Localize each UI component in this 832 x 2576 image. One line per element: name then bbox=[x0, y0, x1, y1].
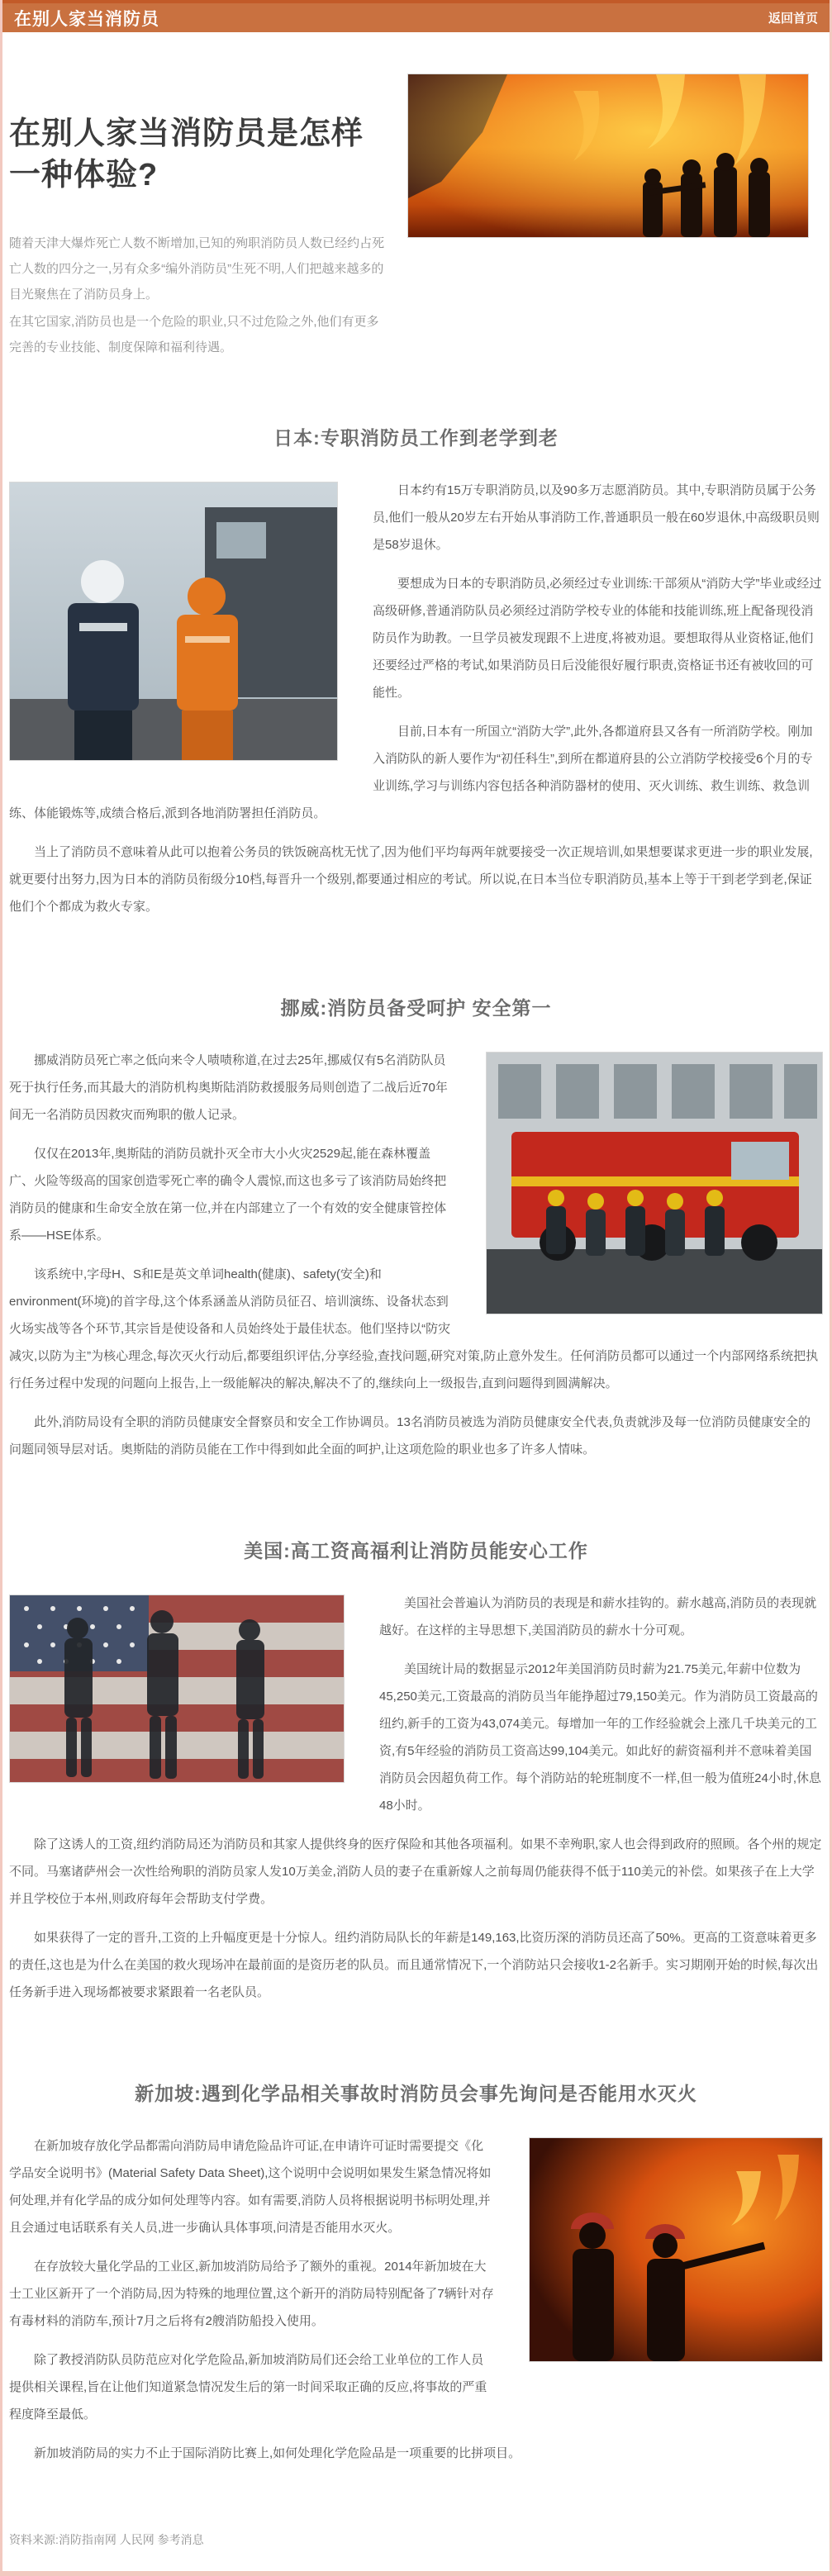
article-body bbox=[2, 423, 830, 2479]
body-paragraph: 此外,消防局设有全职的消防员健康安全督察员和安全工作协调员。13名消防员被选为消防员健康安全代表,负责就涉及每一位消防员健康安全的问题同领导层对话。奥斯陆的消防员能在工作中得到如此全面的呵护,让这项危险的职业也多了许多人情味。 bbox=[9, 1415, 811, 1457]
body-paragraph: 仅仅在2013年,奥斯陆的消防员就扑灭全市大小火灾2529起,能在森林覆盖广、火险等级高的国家创造零死亡率的确令人震惊,而这也多亏了该消防局始终把消防员的健康和生命安全放在第一位,并在内部建立了一个有效的安全健康管控体系——HSE体系。 bbox=[9, 1147, 447, 1243]
body-paragraph: 如果获得了一定的晋升,工资的上升幅度更是十分惊人。纽约消防局队长的年薪是149,163,比资历深的消防员还高了50%。更高的工资意味着更多的责任,这也是为什么在美国的救火现场冲在最前面的是资历老的队员。而且通常情况下,一个消防站只会接收1-2名新手。实习期刚开始的时候,每次出任务新手进入现场都被要求紧跟着一名老队员。 bbox=[9, 1931, 819, 2000]
body-paragraph: 挪威消防员死亡率之低向来令人啧啧称道,在过去25年,挪威仅有5名消防队员死于执行任务,而其最大的消防机构奥斯陆消防救援服务局则创造了二战后近70年间无一名消防员因救灾而殉职的傲人记录。 bbox=[9, 1053, 448, 1123]
hero-text-column bbox=[9, 74, 407, 362]
body-paragraph: 美国社会普遍认为消防员的表现是和薪水挂钩的。薪水越高,消防员的表现就越好。在这样的主导思想下,美国消防员的薪水十分可观。 bbox=[379, 1596, 817, 1638]
section-norway bbox=[9, 993, 823, 1475]
section-heading-usa: 美国:高工资高福利让消防员能安心工作 bbox=[244, 1540, 588, 1562]
intro-block bbox=[9, 231, 391, 360]
body-paragraph: 日本约有15万专职消防员,以及90多万志愿消防员。其中,专职消防员属于公务员,他们一般从20岁左右开始从事消防工作,普通职员一般在60岁退休,中高级职员则是58岁退休。 bbox=[373, 483, 820, 553]
source-note: 资料来源:消防指南网 人民网 参考消息 bbox=[9, 2533, 204, 2547]
page-title: 在别人家当消防员是怎样一种体验? bbox=[9, 116, 364, 193]
section-heading-norway: 挪威:消防员备受呵护 安全第一 bbox=[280, 997, 552, 1019]
norway-firetruck-photo bbox=[486, 1052, 823, 1314]
singapore-firefighters-photo bbox=[529, 2137, 823, 2362]
fire-blaze-photo bbox=[407, 74, 809, 238]
body-paragraph: 当上了消防员不意味着从此可以抱着公务员的铁饭碗高枕无忧了,因为他们平均每两年就要接受一次正规培训,如果想要谋求更进一步的职业发展,就更要付出努力,因为日本的消防员衔级分10档,每晋升一个级别,都要通过相应的考试。所以说,在日本当位专职消防员,基本上等于干到老学到老,保证他们个个都成为救火专家。 bbox=[9, 845, 813, 915]
body-paragraph: 在存放较大量化学品的工业区,新加坡消防局给予了额外的重视。2014年新加坡在大士工业区新开了一个消防局,因为特殊的地理位置,这个新开的消防局特别配备了7辆针对存有毒材料的消防车,预计7月之后将有2艘消防船投入使用。 bbox=[9, 2260, 494, 2329]
intro-paragraph: 在其它国家,消防员也是一个危险的职业,只不过危险之外,他们有更多完善的专业技能、制度保障和福利待遇。 bbox=[9, 315, 379, 355]
usa-flag-firefighters-photo bbox=[9, 1595, 345, 1783]
section-japan bbox=[9, 423, 823, 932]
body-paragraph: 在新加坡存放化学品都需向消防局申请危险品许可证,在申请许可证时需要提交《化学品安全说明书》(Material Safety Data Sheet),这个说明中会说明如果发生紧急情况将如何处理,并有化学品的成分如何处理等内容。如有需要,消防人员将根据说明书标明处理,并且会通过电话联系有关人员,进一步确认具体事项,问清是否能用水灭火。 bbox=[9, 2139, 492, 2236]
body-paragraph: 美国统计局的数据显示2012年美国消防员时薪为21.75美元,年薪中位数为45,250美元,工资最高的消防员当年能挣超过79,150美元。作为消防员工资最高的纽约,新手的工资为43,074美元。每增加一年的工作经验就会上涨几千块美元的工资,有5年经验的消防员工资高达99,104美元。如此好的薪资福利并不意味着美国消防员会因超负荷工作。每个消防站的轮班制度不一样,但一般为值班24小时,休息48小时。 bbox=[379, 1662, 822, 1813]
header-title: 在别人家当消防员 bbox=[14, 9, 159, 29]
intro-paragraph: 随着天津大爆炸死亡人数不断增加,已知的殉职消防员人数已经约占死亡人数的四分之一,另有众多“编外消防员”生死不明,人们把越来越多的目光聚焦在了消防员身上。 bbox=[9, 236, 385, 302]
header-bar bbox=[2, 0, 830, 32]
japan-firefighters-photo bbox=[9, 482, 338, 761]
section-usa bbox=[9, 1536, 823, 2018]
hero-image-column bbox=[407, 74, 823, 362]
body-paragraph: 新加坡消防局的实力不止于国际消防比赛上,如何处理化学危险品是一项重要的比拼项目。 bbox=[34, 2446, 521, 2461]
body-paragraph: 要想成为日本的专职消防员,必须经过专业训练:干部须从“消防大学”毕业或经过高级研修,普通消防队员必须经过消防学校专业的体能和技能训练,班上配备现役消防员作为助教。一旦学员被发现跟不上进度,将被劝退。要想取得从业资格证,他们还要经过严格的考试,如果消防员日后没能很好履行职责,资格证书还有被收回的可能性。 bbox=[373, 577, 822, 701]
section-heading-japan: 日本:专职消防员工作到老学到老 bbox=[273, 427, 559, 449]
body-paragraph: 目前,日本有一所国立“消防大学”,此外,各都道府县又各有一所消防学校。刚加入消防队的新人要作为“初任科生”,到所在都道府县的公立消防学校接受6个月的专业训练,学习与训练内容包括各种消防器材的使用、灭火训练、救生训练、救急训练、体能锻炼等,成绩合格后,派到各地消防署担任消防员。 bbox=[9, 725, 813, 821]
section-singapore bbox=[9, 2079, 823, 2479]
home-link[interactable]: 返回首页 bbox=[768, 12, 818, 26]
body-paragraph: 除了这诱人的工资,纽约消防局还为消防员和其家人提供终身的医疗保险和其他各项福利。如果不幸殉职,家人也会得到政府的照顾。各个州的规定不同。马塞诸萨州会一次性给殉职的消防员家人发10万美金,消防人员的妻子在重新嫁人之前每周仍能获得不低于110美元的补偿。如果孩子在上大学并且学校位于本州,则政府每年会帮助支付学费。 bbox=[9, 1837, 822, 1907]
body-paragraph: 除了教授消防队员防范应对化学危险品,新加坡消防局们还会给工业单位的工作人员提供相关课程,旨在让他们知道紧急情况发生后的第一时间采取正确的反应,将事故的严重程度降至最低。 bbox=[9, 2353, 487, 2422]
hero-section bbox=[2, 32, 830, 362]
body-paragraph: 该系统中,字母H、S和E是英文单词health(健康)、safety(安全)和environment(环境)的首字母,这个体系涵盖从消防员征召、培训演练、设备状态到火场实战等各个环节,其宗旨是使设备和人员始终处于最佳状态。他们坚持以“防灾减灾,以防为主”为核心理念,每次灭火行动后,都要组织评估,分享经验,查找问题,研究对策,防止意外发生。任何消防员都可以通过一个内部网络系统把执行任务过程中发现的问题向上报告,上一级能解决的解决,解决不了的,继续向上一级报告,直到问题得到圆满解决。 bbox=[9, 1267, 819, 1391]
section-heading-singapore: 新加坡:遇到化学品相关事故时消防员会事先询问是否能用水灭火 bbox=[135, 2083, 697, 2105]
